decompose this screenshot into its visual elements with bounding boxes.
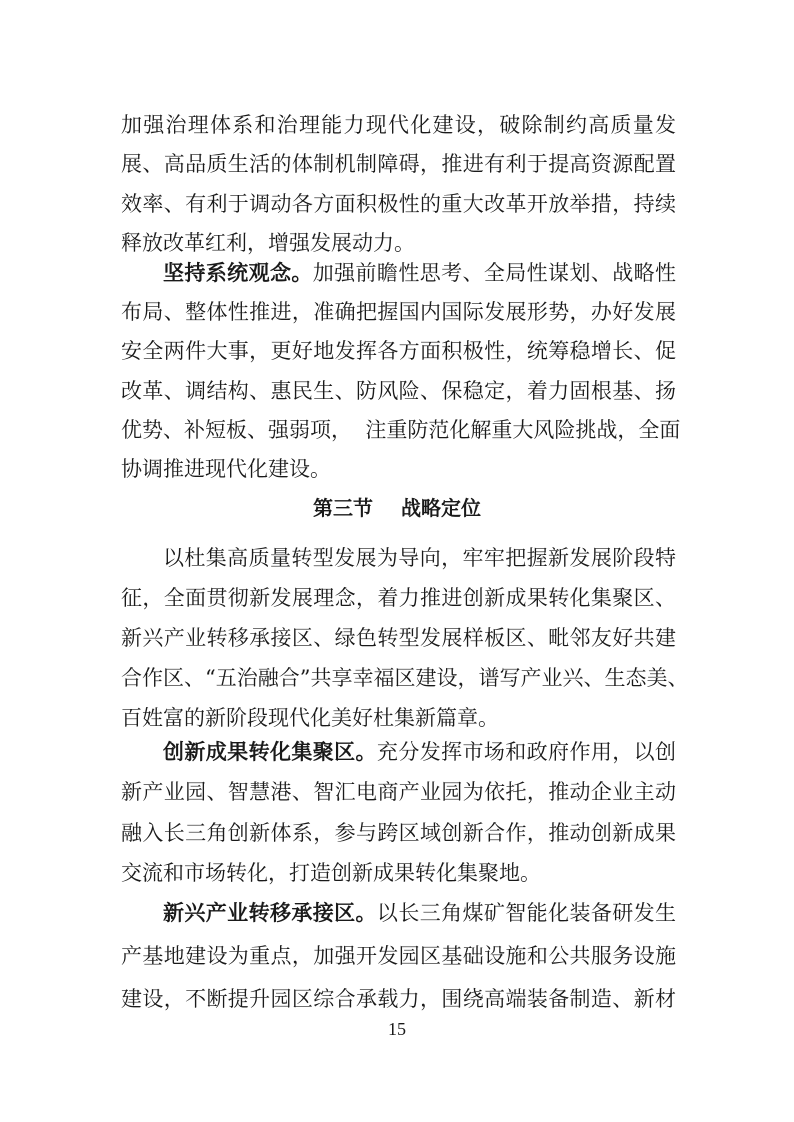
paragraph-line: 交流和市场转化，打造创新成果转化集聚地。 bbox=[121, 861, 541, 885]
paragraph-line: 百姓富的新阶段现代化美好杜集新篇章。 bbox=[121, 706, 499, 730]
paragraph-line: 融入长三角创新体系，参与跨区域创新合作，推动创新成果 bbox=[121, 820, 676, 845]
paragraph-line: 展、高品质生活的体制机制障碍，推进有利于提高资源配置 bbox=[121, 152, 676, 177]
paragraph-line: 安全两件大事，更好地发挥各方面积极性，统筹稳增长、促 bbox=[121, 339, 676, 364]
paragraph-lead-bold: 坚持系统观念。 bbox=[163, 260, 313, 285]
paragraph-line: 征，全面贯彻新发展理念，着力推进创新成果转化集聚区、 bbox=[121, 586, 676, 610]
paragraph-lead-bold: 创新成果转化集聚区。 bbox=[163, 739, 377, 764]
paragraph-last-line: 协调推进现代化建设。 bbox=[121, 457, 331, 481]
paragraph-line: 建设，不断提升园区综合承载力，围绕高端装备制造、新材 bbox=[121, 987, 676, 1011]
page-number: 15 bbox=[388, 1019, 406, 1039]
paragraph-line: 加强治理体系和治理能力现代化建设，破除制约高质量发 bbox=[121, 113, 676, 137]
paragraph-line: 新产业园、智慧港、智汇电商产业园为依托，推动企业主动 bbox=[121, 780, 676, 805]
section-heading bbox=[0, 488, 794, 528]
paragraph-text: 充分发挥市场和政府作用，以创 bbox=[376, 740, 677, 764]
paragraph-line: 优势、补短板、强弱项， 注重防范化解重大风险挑战，全面 bbox=[121, 417, 681, 442]
paragraph-line: 产基地建设为重点，加强开发园区基础设施和公共服务设施 bbox=[121, 944, 676, 968]
paragraph-line: 合作区、“五治融合”共享幸福区建设，谱写产业兴、生态美、 bbox=[121, 666, 689, 690]
paragraph-line: 布局、整体性推进，准确把握国内国际发展形势，办好发展 bbox=[121, 300, 676, 325]
paragraph-line: 释放改革红利，增强发展动力。 bbox=[121, 231, 415, 255]
paragraph-line: 效率、有利于调动各方面积极性的重大改革开放举措，持续 bbox=[121, 191, 676, 216]
paragraph-first-line bbox=[163, 253, 676, 293]
paragraph-line: 改革、调结构、惠民生、防风险、保稳定，着力固根基、扬 bbox=[121, 378, 676, 403]
paragraph-text: 加强前瞻性思考、全局性谋划、战略性 bbox=[312, 261, 677, 285]
section-number: 第三节 bbox=[313, 496, 373, 520]
paragraph-text: 以长三角煤矿智能化装备研发生 bbox=[376, 901, 677, 925]
paragraph-first-line bbox=[163, 893, 676, 933]
paragraph-first-line bbox=[163, 732, 676, 772]
paragraph-lead-bold: 新兴产业转移承接区。 bbox=[163, 900, 377, 925]
section-title: 战略定位 bbox=[401, 496, 481, 520]
paragraph-first-line: 以杜集高质量转型发展为导向，牢牢把握新发展阶段特 bbox=[163, 546, 676, 570]
paragraph-line: 新兴产业转移承接区、绿色转型发展样板区、毗邻友好共建 bbox=[121, 626, 676, 650]
